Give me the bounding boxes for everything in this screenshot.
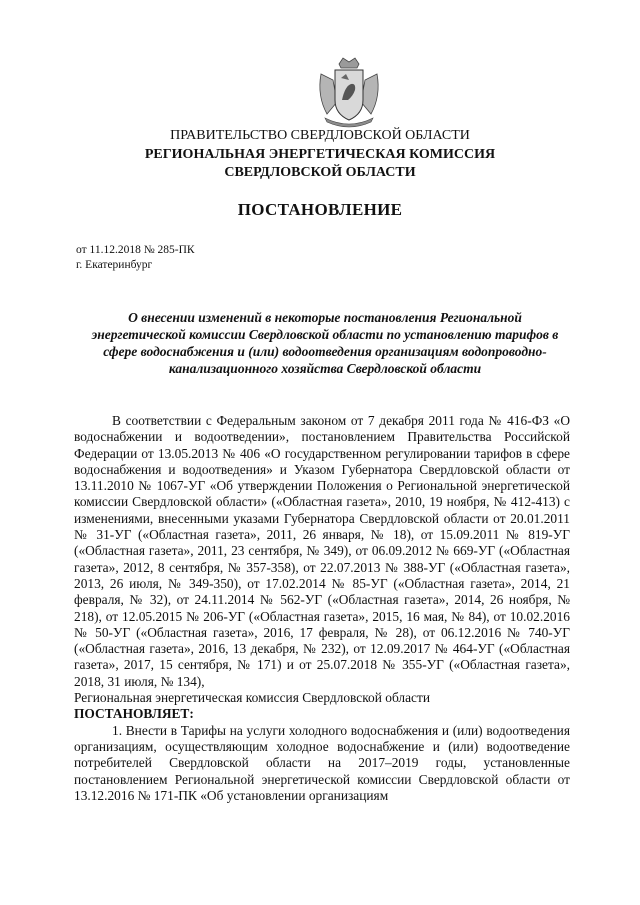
preamble-paragraph: В соответствии с Федеральным законом от 7 декабря 2011 года № 416-ФЗ «О водоснабжении и водоотведении», постановлением Правительства Российской Федерации от 13.05.2013 № 406 «О государственном регулировании тарифов в сфере водоснабжения и водоотведения» и Указом Губернатора Свердловской области от 13.11.2010 № 1067-УГ «Об утверждении Положения о Региональной энергетической комиссии Свердловской области» («Областная газета», 2010, 19 ноября, № 412-413) с изменениями, внесенными указами Губернатора Свердловской области от 20.01.2011 № 31-УГ («Областная газета», 2011, 26 января, № 18), от 15.09.2011 № 819-УГ («Областная газета», 2011, 23 сентября, № 349), от 06.09.2012 № 669-УГ («Областная газета», 2012, 8 сентября, № 357-358), от 22.07.2013 № 388-УГ («Областная газета», 2013, 26 июля, № 349-350), от 17.02.2014 № 85-УГ («Областная газета», 2014, 21 февраля, № 32), от 24.11.2014 № 562-УГ («Областная газета», 2014, 26 ноября, № 218), от 12.05.2015 № 206-УГ («Областная газета», 2015, 16 мая, № 84), от 10.02.2016 № 50-УГ («Областная газета», 2016, 17 февраля, № 28), от 06.12.2016 № 740-УГ («Областная газета», 2016, 13 декабря, № 232), от 12.09.2017 № 464-УГ («Областная газета», 2017, 15 сентября, № 171) и от 25.07.2018 № 355-УГ («Областная газета», 2018, 31 июля, № 134), — [74, 413, 570, 689]
document-subject: О внесении изменений в некоторые постановления Региональной энергетической комиссии Свердловской области по установлению тарифов в сфере водоснабжения и (или) водоотведения организациям водопроводно-канализационного хозяйства Свердловской области — [91, 310, 559, 376]
document-date-number: от 11.12.2018 № 285-ПК — [76, 244, 195, 256]
commission-line: Региональная энергетическая комиссия Свердловской области — [74, 690, 431, 706]
document-title: ПОСТАНОВЛЕНИЕ — [237, 200, 403, 219]
item-1-paragraph: 1. Внести в Тарифы на услуги холодного водоснабжения и (или) водоотведения организациям, осуществляющим холодное водоснабжение и (или) водоотведение потребителей Свердловской области на 2017–2019 годы, установленные постановлением Региональной энергетической комиссии Свердловской области от 13.12.2016 № 171-ПК «Об установлении организациям — [74, 722, 570, 803]
document-body — [74, 413, 570, 804]
commission-region: СВЕРДЛОВСКОЙ ОБЛАСТИ — [224, 165, 416, 180]
coat-of-arms-emblem — [315, 56, 383, 128]
decree-heading: ПОСТАНОВЛЯЕТ: — [74, 706, 194, 722]
document-city: г. Екатеринбург — [76, 259, 153, 271]
government-name: ПРАВИТЕЛЬСТВО СВЕРДЛОВСКОЙ ОБЛАСТИ — [170, 128, 470, 143]
commission-name: РЕГИОНАЛЬНАЯ ЭНЕРГЕТИЧЕСКАЯ КОМИССИЯ — [144, 147, 496, 162]
